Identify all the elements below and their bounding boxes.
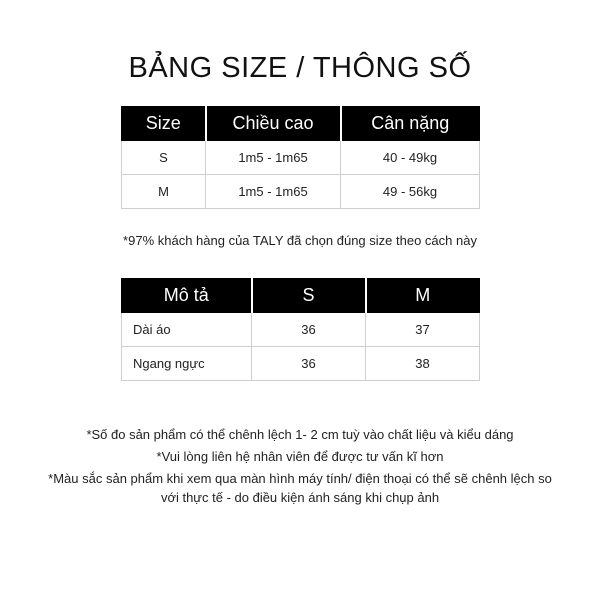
measurement-table-header-row [122, 279, 480, 313]
size-table-header-row [122, 107, 480, 141]
value-cell: 36 [252, 347, 366, 381]
description-cell: Ngang ngực [122, 347, 252, 381]
size-cell: S [122, 141, 206, 175]
page-title: BẢNG SIZE / THÔNG SỐ [128, 52, 472, 84]
weight-cell: 49 - 56kg [341, 175, 480, 209]
header-size: Size [122, 107, 206, 141]
description-cell: Dài áo [122, 313, 252, 347]
header-weight: Cân nặng [341, 107, 480, 141]
note-measurement: *Số đo sản phẩm có thể chênh lệch 1- 2 cm tuỳ vào chất liệu và kiểu dáng [86, 427, 514, 442]
value-cell: 38 [366, 347, 480, 381]
header-s: S [252, 279, 366, 313]
table-row [122, 175, 480, 209]
note-contact: *Vui lòng liên hệ nhân viên để được tư vấn kĩ hơn [156, 449, 444, 464]
value-cell: 36 [252, 313, 366, 347]
table-row [122, 141, 480, 175]
note-color: *Màu sắc sản phẩm khi xem qua màn hình máy tính/ điện thoại có thể sẽ chênh lệch so với thực tế - do điều kiện ánh sáng khi chụp ảnh [48, 471, 552, 505]
measurement-table [121, 278, 480, 381]
table-row [122, 313, 480, 347]
size-table [121, 106, 480, 209]
header-description: Mô tả [122, 279, 252, 313]
header-height: Chiều cao [206, 107, 341, 141]
height-cell: 1m5 - 1m65 [206, 175, 341, 209]
table-row [122, 347, 480, 381]
size-choice-note: *97% khách hàng của TALY đã chọn đúng size theo cách này [123, 233, 477, 248]
header-m: M [366, 279, 480, 313]
notes-section [40, 425, 560, 510]
weight-cell: 40 - 49kg [341, 141, 480, 175]
height-cell: 1m5 - 1m65 [206, 141, 341, 175]
value-cell: 37 [366, 313, 480, 347]
size-cell: M [122, 175, 206, 209]
